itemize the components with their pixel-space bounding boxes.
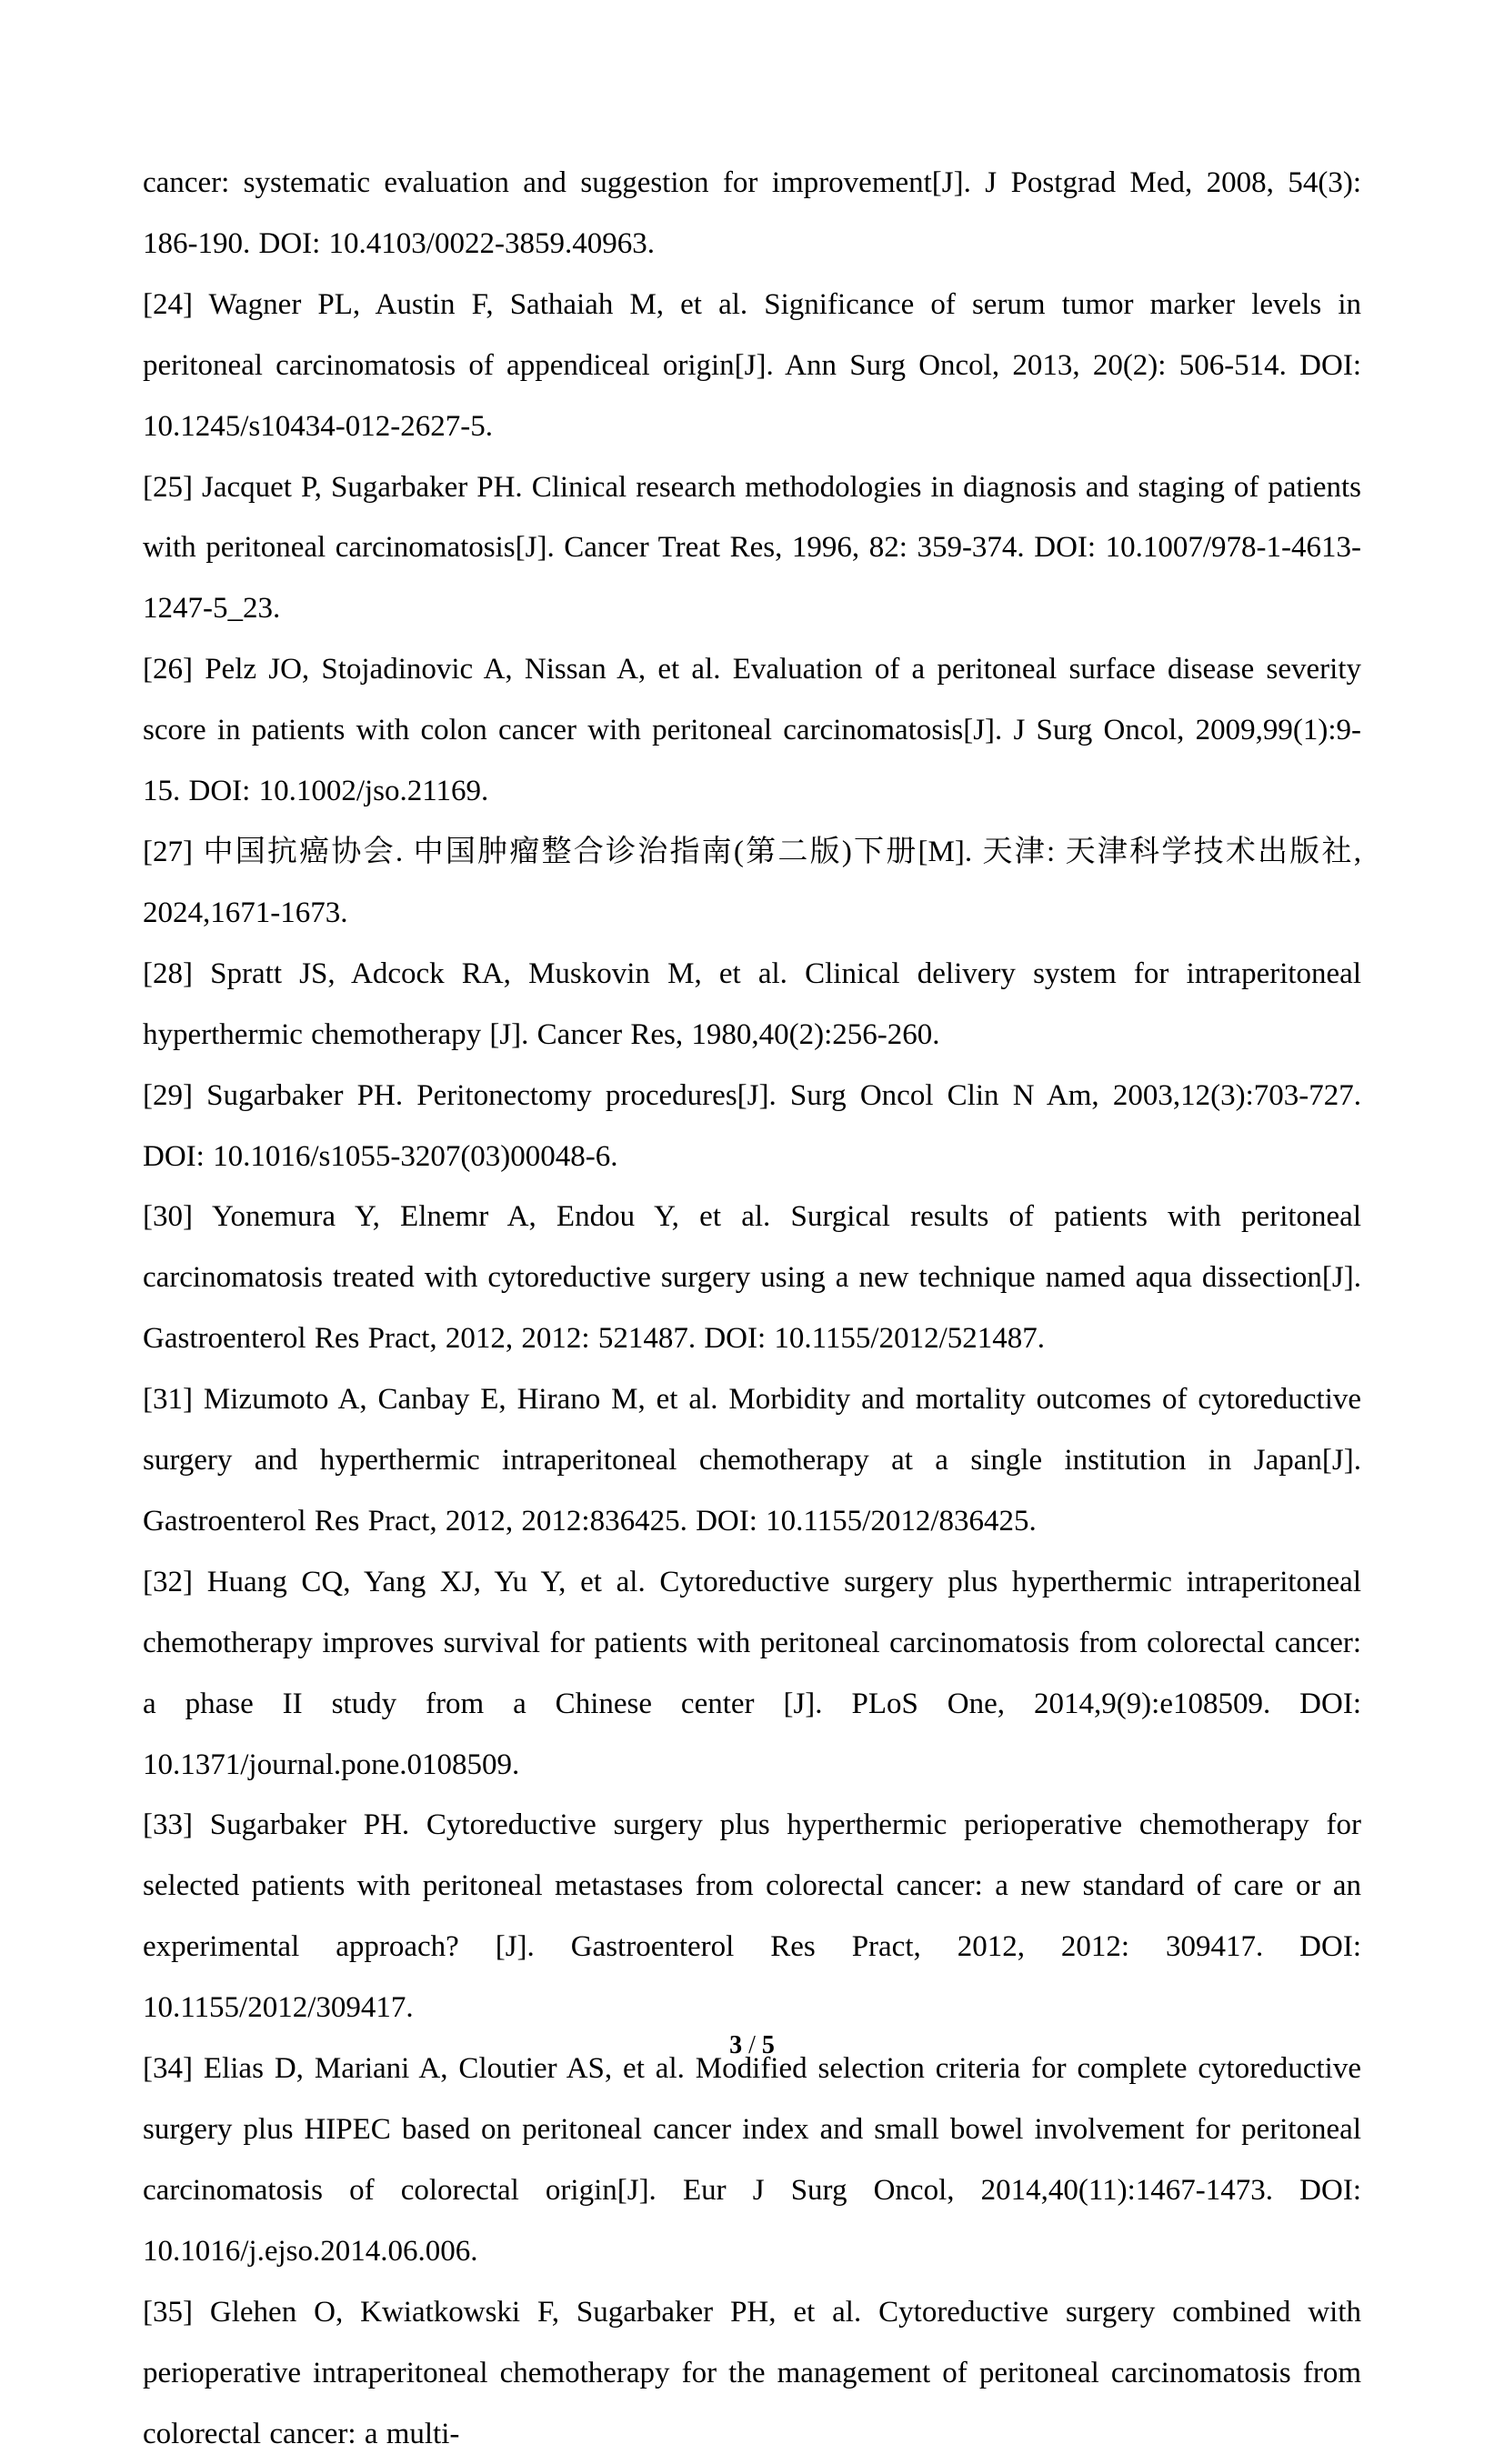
page-number-separator: / bbox=[742, 2031, 762, 2059]
reference-label: [24] bbox=[143, 287, 193, 321]
reference-text: Sugarbaker PH. Peritonectomy procedures[J]. Surg Oncol Clin N Am, 2003,12(3):703-727. DOI: 10.1016/s1055-3207(03)00048-6. bbox=[143, 1078, 1361, 1173]
reference-entry-27 bbox=[143, 822, 1361, 944]
reference-text: Spratt JS, Adcock RA, Muskovin M, et al. Clinical delivery system for intraperitoneal hyperthermic chemotherapy [J]. Cancer Res, 1980,40(2):256-260. bbox=[143, 957, 1361, 1051]
reference-entry-32 bbox=[143, 1552, 1361, 1796]
reference-entry-31 bbox=[143, 1369, 1361, 1552]
reference-text: Elias D, Mariani A, Cloutier AS, et al. Modified selection criteria for complete cytoreductive surgery plus HIPEC based on peritoneal cancer index and small bowel involvement for peritoneal carcinomatosis of colorectal origin[J]. Eur J Surg Oncol, 2014,40(11):1467-1473. DOI: 10.1016/j.ejso.2014.06.006. bbox=[143, 2052, 1361, 2268]
reference-entry-28 bbox=[143, 944, 1361, 1066]
reference-text: Wagner PL, Austin F, Sathaiah M, et al. Significance of serum tumor marker levels in peritoneal carcinomatosis of appendiceal origin[J]. Ann Surg Oncol, 2013, 20(2): 506-514. DOI: 10.1245/s10434-012-2627-5. bbox=[143, 287, 1361, 443]
reference-text: cancer: systematic evaluation and suggestion for improvement[J]. J Postgrad Med, 2008, 54(3): 186-190. DOI: 10.4103/0022-3859.40963. bbox=[143, 166, 1361, 260]
reference-label: [27] bbox=[143, 835, 193, 868]
reference-entry-33 bbox=[143, 1795, 1361, 2038]
reference-text: Jacquet P, Sugarbaker PH. Clinical research methodologies in diagnosis and staging of patients with peritoneal carcinomatosis[J]. Cancer Treat Res, 1996, 82: 359-374. DOI: 10.1007/978-1-4613-1247-5_23. bbox=[143, 470, 1362, 626]
reference-entry-24 bbox=[143, 275, 1361, 457]
reference-label: [28] bbox=[143, 957, 193, 990]
reference-label: [29] bbox=[143, 1078, 193, 1112]
references-text-block bbox=[143, 153, 1361, 2464]
reference-entry-25 bbox=[143, 457, 1361, 640]
reference-text: 中国抗癌协会. 中国肿瘤整合诊治指南(第二版)下册[M]. 天津: 天津科学技术出版社, 2024,1671-1673. bbox=[143, 835, 1362, 929]
reference-label: [26] bbox=[143, 653, 193, 686]
reference-text: Yonemura Y, Elnemr A, Endou Y, et al. Surgical results of patients with peritoneal carcinomatosis treated with cytoreductive surgery using a new technique named aqua dissection[J]. Gastroenterol Res Pract, 2012, 2012: 521487. DOI: 10.1155/2012/521487. bbox=[143, 1200, 1361, 1356]
reference-text: Glehen O, Kwiatkowski F, Sugarbaker PH, et al. Cytoreductive surgery combined with perioperative intraperitoneal chemotherapy for the management of peritoneal carcinomatosis from colorectal cancer: a multi- bbox=[143, 2295, 1362, 2450]
current-page-number: 3 bbox=[729, 2031, 743, 2059]
reference-text: Sugarbaker PH. Cytoreductive surgery plus hyperthermic perioperative chemotherapy for selected patients with peritoneal metastases from colorectal cancer: a new standard of care or an experimental approach? [J]. Gastroenterol Res Pract, 2012, 2012: 309417. DOI: 10.1155/2012/309417. bbox=[143, 1808, 1361, 2025]
reference-label: [25] bbox=[143, 470, 193, 504]
reference-entry-29 bbox=[143, 1066, 1361, 1187]
total-pages-number: 5 bbox=[761, 2031, 775, 2059]
reference-label: [32] bbox=[143, 1565, 193, 1598]
reference-label: [35] bbox=[143, 2295, 193, 2329]
reference-continuation bbox=[143, 153, 1361, 275]
reference-entry-30 bbox=[143, 1187, 1361, 1369]
page-footer bbox=[0, 2030, 1504, 2061]
reference-label: [34] bbox=[143, 2052, 193, 2086]
reference-text: Pelz JO, Stojadinovic A, Nissan A, et al. Evaluation of a peritoneal surface disease severity score in patients with colon cancer with peritoneal carcinomatosis[J]. J Surg Oncol, 2009,99(1):9-15. DOI: 10.1002/jso.21169. bbox=[143, 653, 1362, 808]
reference-label: [31] bbox=[143, 1383, 193, 1417]
reference-text: Huang CQ, Yang XJ, Yu Y, et al. Cytoreductive surgery plus hyperthermic intraperitoneal chemotherapy improves survival for patients with peritoneal carcinomatosis from colorectal cancer: a phase II study from a Chinese center [J]. PLoS One, 2014,9(9):e108509. DOI: 10.1371/journal.pone.0108509. bbox=[143, 1565, 1361, 1781]
reference-entry-35 bbox=[143, 2282, 1361, 2464]
reference-text: Mizumoto A, Canbay E, Hirano M, et al. Morbidity and mortality outcomes of cytoreductive surgery and hyperthermic intraperitoneal chemotherapy at a single institution in Japan[J]. Gastroenterol Res Pract, 2012, 2012:836425. DOI: 10.1155/2012/836425. bbox=[143, 1383, 1362, 1537]
reference-entry-34 bbox=[143, 2038, 1361, 2282]
reference-label: [30] bbox=[143, 1200, 193, 1234]
reference-label: [33] bbox=[143, 1808, 193, 1842]
reference-entry-26 bbox=[143, 639, 1361, 822]
